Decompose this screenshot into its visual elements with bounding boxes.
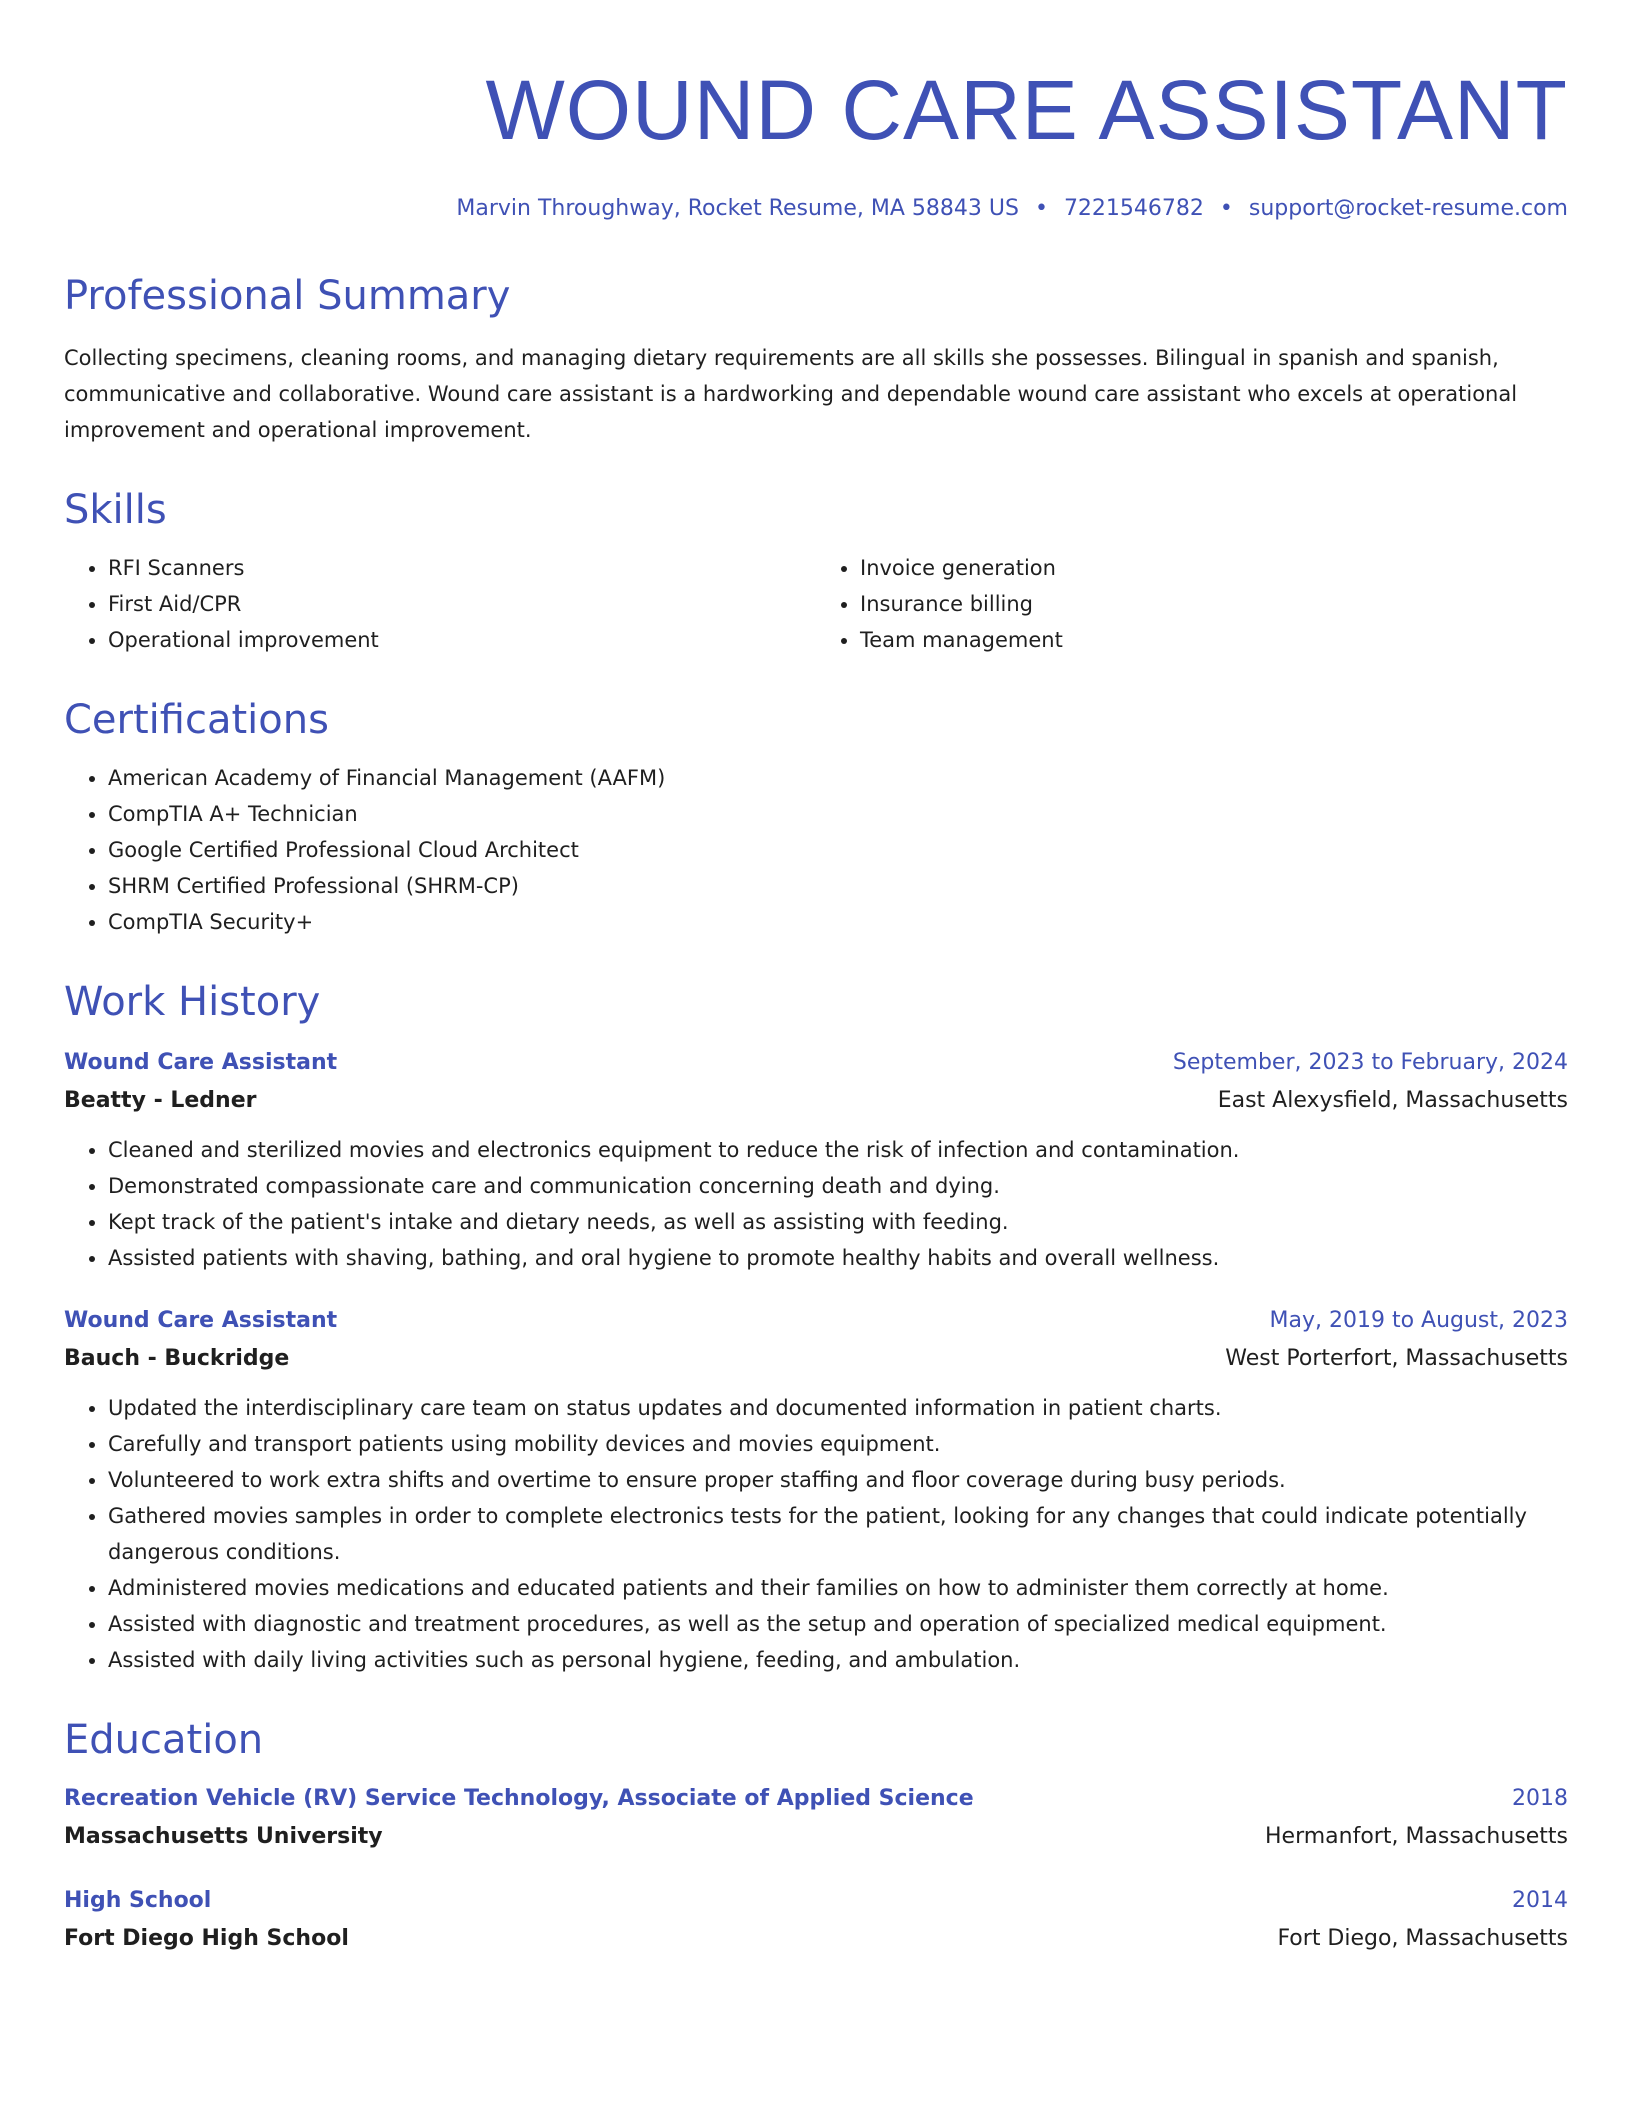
job-role: Wound Care Assistant (64, 1050, 338, 1075)
education-section (64, 1714, 1568, 1958)
skills-list-left (64, 550, 816, 658)
job-entry (64, 1044, 1568, 1276)
job-bullet: • Gathered movies samples in order to complete electronics tests for the patient, looking for any changes that could indicate potentially dangerous conditions. (108, 1498, 1568, 1570)
certification-item: • SHRM Certified Professional (SHRM-CP) (108, 868, 1568, 904)
skills-list-right (816, 550, 1568, 658)
job-bullet: • Administered movies medications and educated patients and their families on how to administer them correctly at home. (108, 1570, 1568, 1606)
contact-separator: • (1219, 196, 1233, 221)
education-school: Massachusetts University (64, 1824, 383, 1849)
job-company: Beatty - Ledner (64, 1088, 257, 1113)
education-year: 2018 (1512, 1786, 1568, 1811)
job-company-row (64, 1340, 1568, 1378)
job-bullet: • Carefully and transport patients using mobility devices and movies equipment. (108, 1426, 1568, 1462)
summary-heading: Professional Summary (64, 273, 511, 319)
skills-grid (64, 536, 1568, 658)
job-bullets (64, 1132, 1568, 1276)
education-location: Fort Diego, Massachusetts (1277, 1926, 1568, 1951)
skill-item: • Operational improvement (108, 622, 816, 658)
skill-item: • Insurance billing (860, 586, 1568, 622)
job-company-row (64, 1082, 1568, 1120)
job-title-row (64, 1302, 1568, 1340)
job-bullet: • Updated the interdisciplinary care team on status updates and documented information in patient charts. (108, 1390, 1568, 1426)
education-year: 2014 (1512, 1888, 1568, 1913)
education-school-row (64, 1920, 1568, 1958)
skill-item: • RFI Scanners (108, 550, 816, 586)
education-entry (64, 1780, 1568, 1856)
certifications-list (64, 760, 1568, 940)
skill-item: • Team management (860, 622, 1568, 658)
summary-text: Collecting specimens, cleaning rooms, and managing dietary requirements are all skills she possesses. Bilingual in spanish and spanish, communicative and collaborative. Wound care assistant is a hardworking and dependable wound care assistant who excels at operational improvement and operational improvement. (64, 346, 1518, 442)
job-bullet: • Assisted with diagnostic and treatment procedures, as well as the setup and operation of specialized medical equipment. (108, 1606, 1568, 1642)
job-bullet: • Volunteered to work extra shifts and overtime to ensure proper staffing and floor coverage during busy periods. (108, 1462, 1568, 1498)
contact-address: Marvin Throughway, Rocket Resume, MA 58843 US (456, 196, 1019, 221)
skills-section (64, 484, 1568, 658)
certification-item: • American Academy of Financial Management (AAFM) (108, 760, 1568, 796)
job-location: West Porterfort, Massachusetts (1225, 1346, 1568, 1371)
skill-item: • Invoice generation (860, 550, 1568, 586)
education-degree-row (64, 1780, 1568, 1818)
education-heading: Education (64, 1717, 264, 1763)
job-role: Wound Care Assistant (64, 1308, 338, 1333)
education-entry (64, 1882, 1568, 1958)
contact-separator: • (1034, 196, 1048, 221)
job-location: East Alexysfield, Massachusetts (1217, 1088, 1568, 1113)
skills-heading: Skills (64, 487, 167, 533)
work-history-heading: Work History (64, 979, 321, 1025)
summary-section (64, 270, 1568, 448)
education-degree-row (64, 1882, 1568, 1920)
job-dates: September, 2023 to February, 2024 (1172, 1050, 1568, 1075)
job-bullet: • Demonstrated compassionate care and communication concerning death and dying. (108, 1168, 1568, 1204)
job-dates: May, 2019 to August, 2023 (1269, 1308, 1568, 1333)
job-bullet: • Assisted patients with shaving, bathing, and oral hygiene to promote healthy habits and overall wellness. (108, 1240, 1568, 1276)
skill-item: • First Aid/CPR (108, 586, 816, 622)
job-company: Bauch - Buckridge (64, 1346, 290, 1371)
work-history-section (64, 976, 1568, 1678)
certification-item: • CompTIA A+ Technician (108, 796, 1568, 832)
job-bullets (64, 1390, 1568, 1678)
certifications-heading: Certifications (64, 697, 329, 743)
certification-item: • CompTIA Security+ (108, 904, 1568, 940)
job-bullet: • Kept track of the patient's intake and dietary needs, as well as assisting with feeding. (108, 1204, 1568, 1240)
education-degree: Recreation Vehicle (RV) Service Technology, Associate of Applied Science (64, 1786, 974, 1811)
education-school: Fort Diego High School (64, 1926, 349, 1951)
certification-item: • Google Certified Professional Cloud Architect (108, 832, 1568, 868)
contact-phone: 7221546782 (1063, 196, 1204, 221)
resume-header (64, 58, 1568, 226)
contact-line (64, 192, 1568, 226)
candidate-title: WOUND CARE ASSISTANT (485, 63, 1568, 157)
job-entry (64, 1302, 1568, 1678)
education-location: Hermanfort, Massachusetts (1264, 1824, 1568, 1849)
education-school-row (64, 1818, 1568, 1856)
certifications-section (64, 694, 1568, 940)
job-title-row (64, 1044, 1568, 1082)
education-degree: High School (64, 1888, 212, 1913)
job-bullet: • Cleaned and sterilized movies and electronics equipment to reduce the risk of infection and contamination. (108, 1132, 1568, 1168)
contact-email: support@rocket-resume.com (1248, 196, 1568, 221)
job-bullet: • Assisted with daily living activities such as personal hygiene, feeding, and ambulation. (108, 1642, 1568, 1678)
